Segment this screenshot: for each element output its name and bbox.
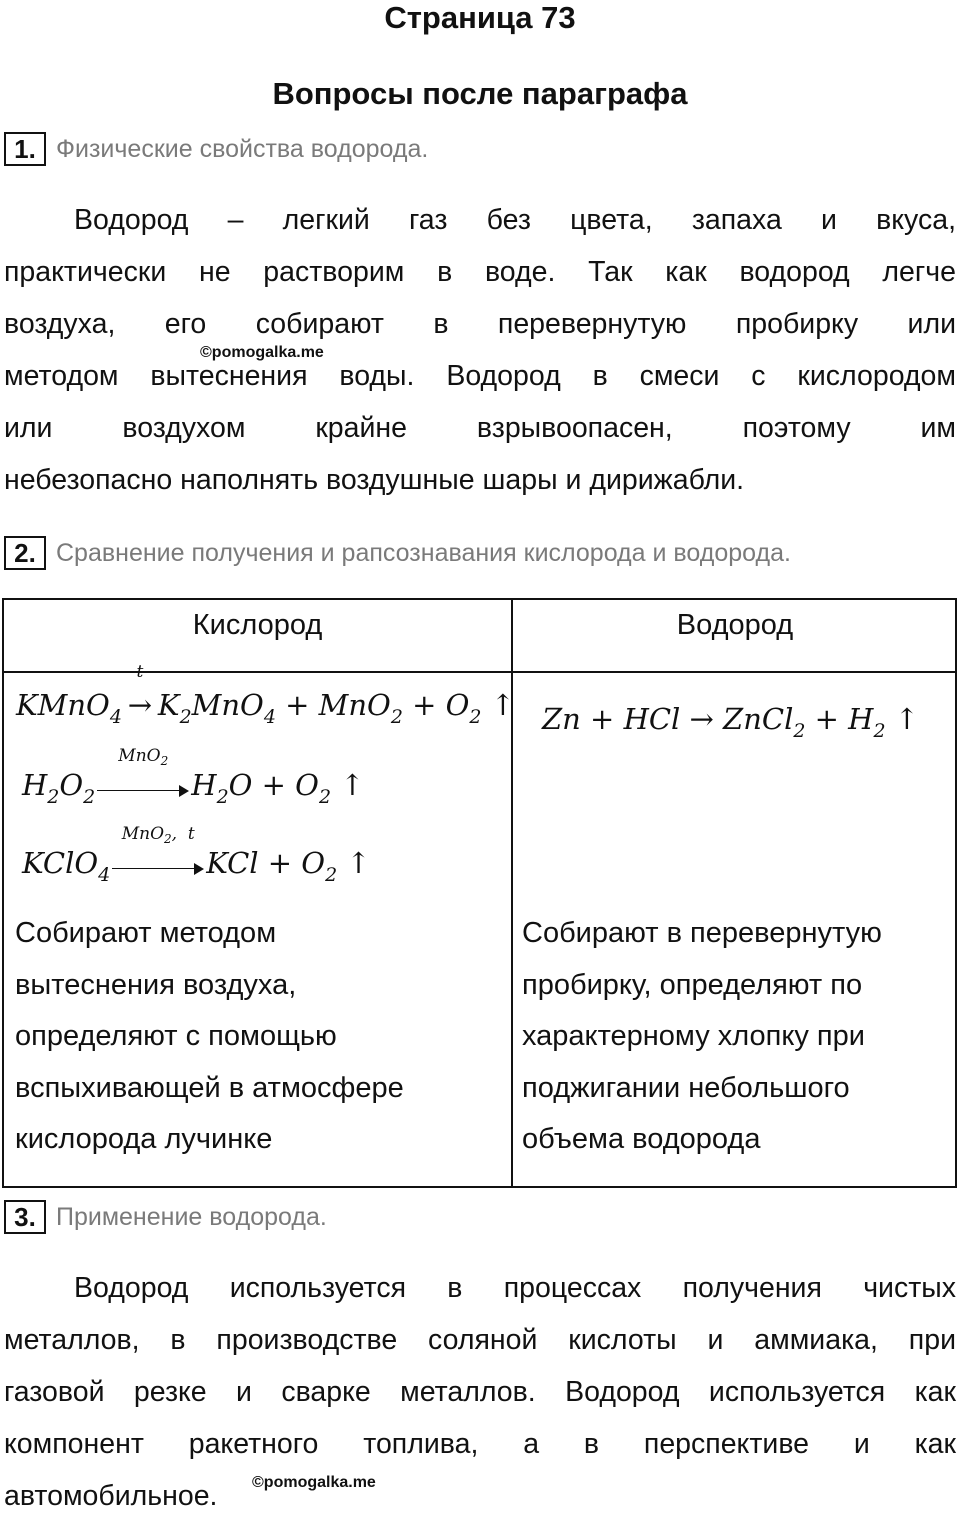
question-2-header <box>4 536 791 570</box>
oxygen-collection-text: Собирают методом вытеснения воздуха, определяют с помощью вспыхивающей в атмосфере кислорода лучинке <box>15 917 404 1155</box>
section-title: Вопросы после параграфа <box>272 76 688 111</box>
question-number-3: 3. <box>4 1200 46 1234</box>
comparison-table <box>2 598 957 1188</box>
watermark: ©pomogalka.me <box>200 344 324 361</box>
answer-1-line: Водород – легкий газ без цвета, запаха и вкуса, <box>74 204 956 236</box>
equation-kclo4: KClO$_4$ MnO$_2$, t KCl + $O_2$ ↑ <box>22 824 371 886</box>
answer-3-line: газовой резке и сварке металлов. Водород используется как <box>4 1376 956 1408</box>
answer-1-line: небезопасно наполнять воздушные шары и дирижабли. <box>4 464 745 496</box>
answer-3-line: металлов, в производстве соляной кислоты и аммиака, при <box>4 1324 956 1356</box>
answer-1-line: методом вытеснения воды. Водород в смеси с кислородом <box>4 360 956 392</box>
question-3-header <box>4 1200 327 1234</box>
equation-h2o2: $H_2O_2$ MnO$_2$ $H_2O + O_2$ ↑ <box>22 746 365 808</box>
answer-1-line: или воздухом крайне взрывоопасен, поэтому им <box>4 412 956 444</box>
question-1-header <box>4 132 428 166</box>
answer-1-line: воздуха, его собирают в перевернутую пробирку или <box>4 308 956 340</box>
answer-3-line: компонент ракетного топлива, а в перспективе и как <box>4 1428 956 1460</box>
question-2-text: Сравнение получения и рапсознавания кислорода и водорода. <box>56 538 791 567</box>
watermark: ©pomogalka.me <box>252 1474 376 1491</box>
answer-3 <box>4 1262 956 1522</box>
question-number-2: 2. <box>4 536 46 570</box>
table-header-oxygen: Кислород <box>192 609 323 641</box>
question-number-1: 1. <box>4 132 46 166</box>
hydrogen-collection-text: Собирают в перевернутую пробирку, определяют по характерному хлопку при поджигании небольшого объема водорода <box>522 917 882 1155</box>
table-header-hydrogen: Водород <box>676 609 794 641</box>
page-title: Страница 73 <box>384 0 576 35</box>
answer-3-line: автомобильное. <box>4 1480 218 1512</box>
question-3-text: Применение водорода. <box>56 1202 327 1231</box>
answer-1-line: практически не растворим в воде. Так как водород легче <box>4 256 956 288</box>
equation-zn-hcl: Zn + HCl → ZnCl$_2$ + $H_2$ ↑ <box>542 702 920 742</box>
question-1-text: Физические свойства водорода. <box>56 134 429 163</box>
answer-3-line: Водород используется в процессах получения чистых <box>74 1272 956 1304</box>
equation-kmno4: KMnO$_4$ t → $K_2MnO_4 + MnO_2 + O_2$ ↑ <box>16 662 516 728</box>
answer-1 <box>4 194 956 506</box>
